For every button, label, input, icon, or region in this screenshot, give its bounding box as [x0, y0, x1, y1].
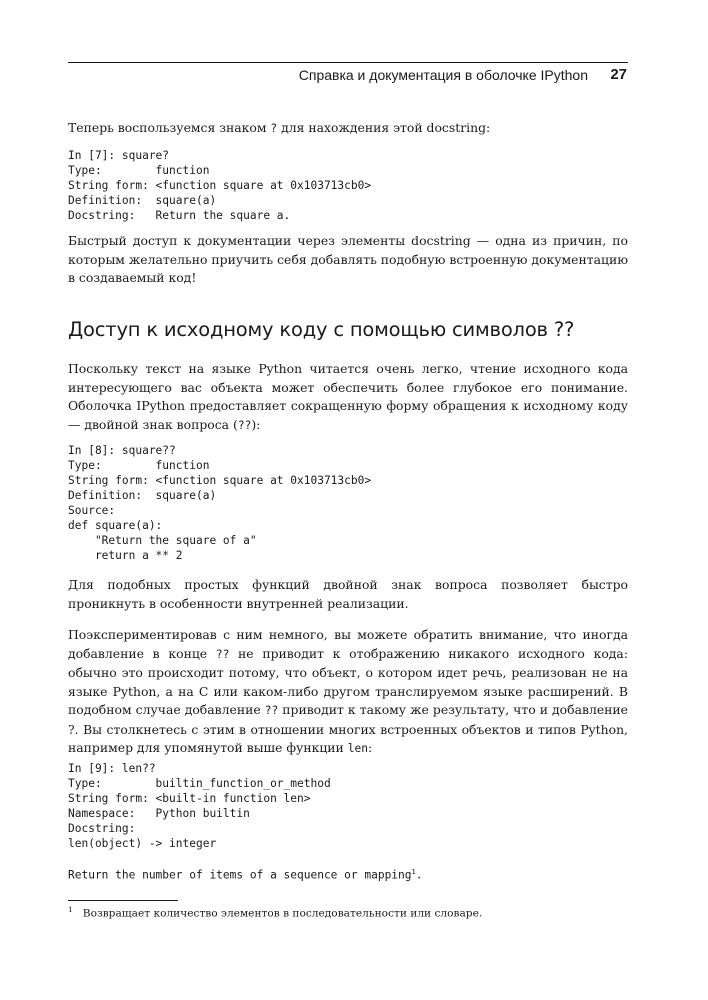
- page-number: 27: [610, 66, 627, 83]
- header-rule: [68, 62, 628, 63]
- section-title: Доступ к исходному коду с помощью символов ??: [68, 318, 575, 341]
- paragraph-source-intro: Поскольку текст на языке Python читается очень легко, чтение исходного кода интересующего вас объекта может обеспечить более глубокое его понимание. Оболочка IPython предоставляет сокращенную форму обращения к исходному коду — двойной знак вопроса (??):: [68, 361, 628, 432]
- footnote-reference: 1: [411, 868, 416, 876]
- paragraph-intro: Теперь воспользуемся знаком ? для нахождения этой docstring:: [68, 120, 491, 135]
- footnote: $^1$ Возвращает количество элементов в последовательности или словаре.: [68, 905, 483, 920]
- code-block-len-help: In [9]: len?? Type: builtin_function_or_method String form: <built-in function len> Namespace: Python builtin Docstring: len(object) -> integer: [68, 762, 331, 850]
- footnote-mark: 1: [68, 905, 73, 914]
- inline-code: ??: [215, 647, 230, 661]
- code-line-len-docstring: Return the number of items of a sequence or mapping$^1$.: [68, 868, 423, 882]
- inline-code: ??: [237, 418, 252, 432]
- inline-code: ??: [264, 704, 279, 717]
- inline-code: ?: [270, 122, 278, 135]
- code-block-square-help: In [7]: square? Type: function String form: <function square at 0x103713cb0> Definition: square(a) Docstring: Return the square a.: [68, 149, 372, 222]
- running-title: Справка и документация в оболочке IPython: [298, 67, 588, 83]
- paragraph-builtins: Поэкспериментировав с ним немного, вы можете обратить внимание, что иногда добавление в конце ?? не приводит к отображению никакого исходного кода: обычно это происходит потому, что объект, о котором идет речь, реализован не на языке Python, а на C или каком-либо другом транслируемом языке расширений. В подобном случае добавление ?? приводит к такому же результату, что и добавление ?. Вы столкнетесь с этим в отношении многих встроенных объектов и типов Python, например для упомянутой выше функции len:: [68, 627, 628, 755]
- inline-code: len: [347, 742, 368, 755]
- paragraph-docstring-benefit: Быстрый доступ к документации через элементы docstring — одна из причин, по которым желательно приучить себя добавлять подобную встроенную документацию в создаваемый код!: [68, 233, 628, 285]
- code-block-square-source: In [8]: square?? Type: function String form: <function square at 0x103713cb0> Definition: square(a) Source: def square(a): "Return the square of a" return a ** 2: [68, 444, 372, 562]
- paragraph-simple-functions: Для подобных простых функций двойной знак вопроса позволяет быстро проникнуть в особенности внутренней реализации.: [68, 577, 628, 611]
- footnote-rule: [68, 900, 178, 901]
